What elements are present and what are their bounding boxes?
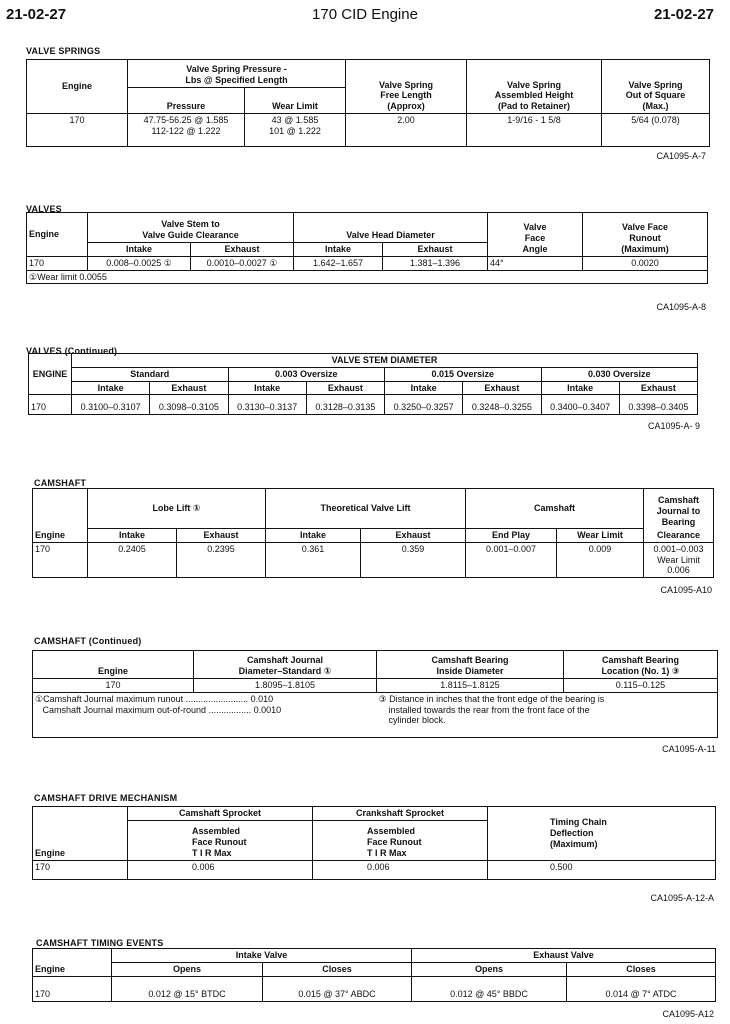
col-intake-valve: Intake Valve bbox=[112, 949, 412, 963]
cell-face-runout: 0.0020 bbox=[583, 256, 708, 270]
col-bearing-location: Camshaft Bearing Location (No. 1) ③ bbox=[564, 651, 718, 679]
section-title-camshaft-continued: CAMSHAFT (Continued) bbox=[34, 636, 142, 646]
col-journal-diameter: Camshaft Journal Diameter–Standard ① bbox=[194, 651, 377, 679]
col-wear-limit: Wear Limit bbox=[557, 529, 644, 543]
valves-table bbox=[26, 212, 708, 284]
figure-ref: CA1095-A-12-A bbox=[650, 893, 714, 903]
col-exhaust: Exhaust bbox=[383, 243, 488, 257]
col-intake: Intake bbox=[72, 381, 150, 395]
cell-value: 0.3248–0.3255 bbox=[463, 395, 541, 415]
group-standard: Standard bbox=[72, 367, 229, 381]
cell-timing-chain: 0.500 bbox=[488, 860, 716, 879]
col-head-diameter: Valve Head Diameter bbox=[294, 213, 488, 243]
cell-crank-runout: 0.006 bbox=[313, 860, 488, 879]
col-out-of-square: Valve Spring Out of Square (Max.) bbox=[602, 60, 710, 114]
col-closes: Closes bbox=[567, 962, 716, 976]
cell-bearing-location: 0.115–0.125 bbox=[564, 679, 718, 693]
valve-springs-table bbox=[26, 59, 710, 147]
col-intake: Intake bbox=[294, 243, 383, 257]
col-intake: Intake bbox=[541, 381, 619, 395]
group-0015-oversize: 0.015 Oversize bbox=[385, 367, 542, 381]
cell-engine: 170 bbox=[29, 395, 72, 415]
note-wear-limit: ①Wear limit 0.0055 bbox=[27, 270, 708, 284]
col-timing-chain: Timing Chain Deflection (Maximum) bbox=[488, 807, 716, 861]
col-theoretical-lift: Theoretical Valve Lift bbox=[266, 489, 466, 529]
cell-end-play: 0.001–0.007 bbox=[466, 542, 557, 577]
cell-engine: 170 bbox=[27, 114, 128, 147]
col-cam-runout: Assembled Face Runout T I R Max bbox=[128, 820, 313, 860]
col-exhaust: Exhaust bbox=[361, 529, 466, 543]
col-face-angle: Valve Face Angle bbox=[488, 213, 583, 257]
col-intake: Intake bbox=[385, 381, 463, 395]
col-intake: Intake bbox=[266, 529, 361, 543]
cell-clearance-exhaust: 0.0010–0.0027 ① bbox=[191, 256, 294, 270]
col-engine: Engine bbox=[27, 213, 88, 257]
cell-wear-limit: 43 @ 1.585 101 @ 1.222 bbox=[245, 114, 346, 147]
cell-cam-runout: 0.006 bbox=[128, 860, 313, 879]
cell-free-length: 2.00 bbox=[346, 114, 467, 147]
col-clearance: Valve Stem to Valve Guide Clearance bbox=[88, 213, 294, 243]
col-bearing-diameter: Camshaft Bearing Inside Diameter bbox=[377, 651, 564, 679]
cell-theo-exhaust: 0.359 bbox=[361, 542, 466, 577]
col-clearance: Clearance bbox=[644, 529, 714, 543]
col-engine: Engine bbox=[33, 962, 112, 976]
cell-value: 0.3098–0.3105 bbox=[150, 395, 228, 415]
col-journal-to-bearing: Camshaft Journal to Bearing bbox=[644, 489, 714, 529]
camshaft-journal-table bbox=[32, 650, 718, 738]
drive-mechanism-table bbox=[32, 806, 716, 880]
cell-engine: 170 bbox=[33, 542, 88, 577]
col-engine-top bbox=[33, 949, 112, 963]
section-title-camshaft: CAMSHAFT bbox=[34, 478, 87, 488]
col-crankshaft-sprocket: Crankshaft Sprocket bbox=[313, 807, 488, 821]
cell-pressure: 47.75-56.25 @ 1.585 112-122 @ 1.222 bbox=[128, 114, 245, 147]
col-exhaust: Exhaust bbox=[306, 381, 384, 395]
cell-intake-opens: 0.012 @ 15° BTDC bbox=[112, 976, 263, 1001]
col-engine: Engine bbox=[33, 651, 194, 679]
col-free-length: Valve Spring Free Length (Approx) bbox=[346, 60, 467, 114]
col-engine: Engine bbox=[33, 529, 88, 543]
cell-theo-intake: 0.361 bbox=[266, 542, 361, 577]
cell-value: 0.3398–0.3405 bbox=[619, 395, 697, 415]
col-pressure: Pressure bbox=[128, 88, 245, 114]
col-exhaust-valve: Exhaust Valve bbox=[412, 949, 716, 963]
col-crank-runout: Assembled Face Runout T I R Max bbox=[313, 820, 488, 860]
cell-value: 0.3130–0.3137 bbox=[228, 395, 306, 415]
col-exhaust: Exhaust bbox=[463, 381, 541, 395]
cell-journal-diameter: 1.8095–1.8105 bbox=[194, 679, 377, 693]
timing-events-table bbox=[32, 948, 716, 1002]
cell-engine: 170 bbox=[33, 679, 194, 693]
cell-assembled-height: 1-9/16 - 1 5/8 bbox=[467, 114, 602, 147]
section-title-valve-springs: VALVE SPRINGS bbox=[26, 46, 101, 56]
col-intake: Intake bbox=[88, 243, 191, 257]
col-lobe-lift: Lobe Lift ① bbox=[88, 489, 266, 529]
col-end-play: End Play bbox=[466, 529, 557, 543]
col-face-runout: Valve Face Runout (Maximum) bbox=[583, 213, 708, 257]
cell-value: 0.3128–0.3135 bbox=[306, 395, 384, 415]
col-engine-top bbox=[33, 489, 88, 529]
col-exhaust: Exhaust bbox=[177, 529, 266, 543]
col-opens: Opens bbox=[112, 962, 263, 976]
col-intake: Intake bbox=[88, 529, 177, 543]
col-opens: Opens bbox=[412, 962, 567, 976]
col-valve-stem-diameter: VALVE STEM DIAMETER bbox=[72, 354, 698, 368]
col-intake: Intake bbox=[228, 381, 306, 395]
col-exhaust: Exhaust bbox=[619, 381, 697, 395]
cell-clearance-intake: 0.008–0.0025 ① bbox=[88, 256, 191, 270]
cell-engine: 170 bbox=[33, 976, 112, 1001]
col-wear-limit: Wear Limit bbox=[245, 88, 346, 114]
cell-clearance: 0.001–0.003 Wear Limit 0.006 bbox=[644, 542, 714, 577]
col-camshaft-sprocket: Camshaft Sprocket bbox=[128, 807, 313, 821]
note-journal-runout: ①Camshaft Journal maximum runout ......................... 0.010 Camshaft Journal maximum out-of-round ................. 0.0010 bbox=[33, 692, 377, 737]
page-number-left: 21-02-27 bbox=[6, 6, 67, 23]
section-title-valves: VALVES bbox=[26, 204, 62, 214]
cell-engine: 170 bbox=[27, 256, 88, 270]
cell-wear-limit: 0.009 bbox=[557, 542, 644, 577]
cell-intake-closes: 0.015 @ 37° ABDC bbox=[263, 976, 412, 1001]
col-engine: Engine bbox=[27, 60, 128, 114]
cell-value: 0.3400–0.3407 bbox=[541, 395, 619, 415]
group-0003-oversize: 0.003 Oversize bbox=[228, 367, 385, 381]
valve-stem-diameter-table bbox=[28, 353, 698, 415]
cell-head-intake: 1.642–1.657 bbox=[294, 256, 383, 270]
figure-ref: CA1095-A12 bbox=[662, 1009, 714, 1019]
section-title-timing-events: CAMSHAFT TIMING EVENTS bbox=[36, 938, 164, 948]
col-exhaust: Exhaust bbox=[150, 381, 228, 395]
figure-ref: CA1095-A- 9 bbox=[647, 421, 700, 431]
cell-value: 0.3250–0.3257 bbox=[385, 395, 463, 415]
group-0030-oversize: 0.030 Oversize bbox=[541, 367, 698, 381]
col-camshaft: Camshaft bbox=[466, 489, 644, 529]
page-title: 170 CID Engine bbox=[312, 6, 418, 23]
cell-bearing-diameter: 1.8115–1.8125 bbox=[377, 679, 564, 693]
figure-ref: CA1095-A-8 bbox=[656, 302, 706, 312]
figure-ref: CA1095-A10 bbox=[660, 585, 712, 595]
cell-exhaust-closes: 0.014 @ 7° ATDC bbox=[567, 976, 716, 1001]
camshaft-table bbox=[32, 488, 714, 578]
section-title-drive-mechanism: CAMSHAFT DRIVE MECHANISM bbox=[34, 793, 178, 803]
page-number-right: 21-02-27 bbox=[653, 6, 714, 23]
col-pressure-group: Valve Spring Pressure - Lbs @ Specified Length bbox=[128, 60, 346, 88]
cell-engine: 170 bbox=[33, 860, 128, 879]
cell-out-of-square: 5/64 (0.078) bbox=[602, 114, 710, 147]
cell-exhaust-opens: 0.012 @ 45° BBDC bbox=[412, 976, 567, 1001]
cell-face-angle: 44° bbox=[488, 256, 583, 270]
cell-lobe-exhaust: 0.2395 bbox=[177, 542, 266, 577]
col-closes: Closes bbox=[263, 962, 412, 976]
figure-ref: CA1095-A-7 bbox=[656, 151, 706, 161]
cell-value: 0.3100–0.3107 bbox=[72, 395, 150, 415]
col-engine: Engine bbox=[33, 807, 128, 861]
col-assembled-height: Valve Spring Assembled Height (Pad to Retainer) bbox=[467, 60, 602, 114]
figure-ref: CA1095-A-11 bbox=[662, 744, 716, 754]
col-engine: ENGINE bbox=[29, 354, 72, 395]
cell-lobe-intake: 0.2405 bbox=[88, 542, 177, 577]
note-bearing-distance: ③ Distance in inches that the front edge of the bearing is installed towards the rear from the front face of the cylinder block. bbox=[377, 692, 718, 737]
col-exhaust: Exhaust bbox=[191, 243, 294, 257]
cell-head-exhaust: 1.381–1.396 bbox=[383, 256, 488, 270]
section-title-valves-continued: VALVES (Continued) bbox=[26, 346, 118, 356]
